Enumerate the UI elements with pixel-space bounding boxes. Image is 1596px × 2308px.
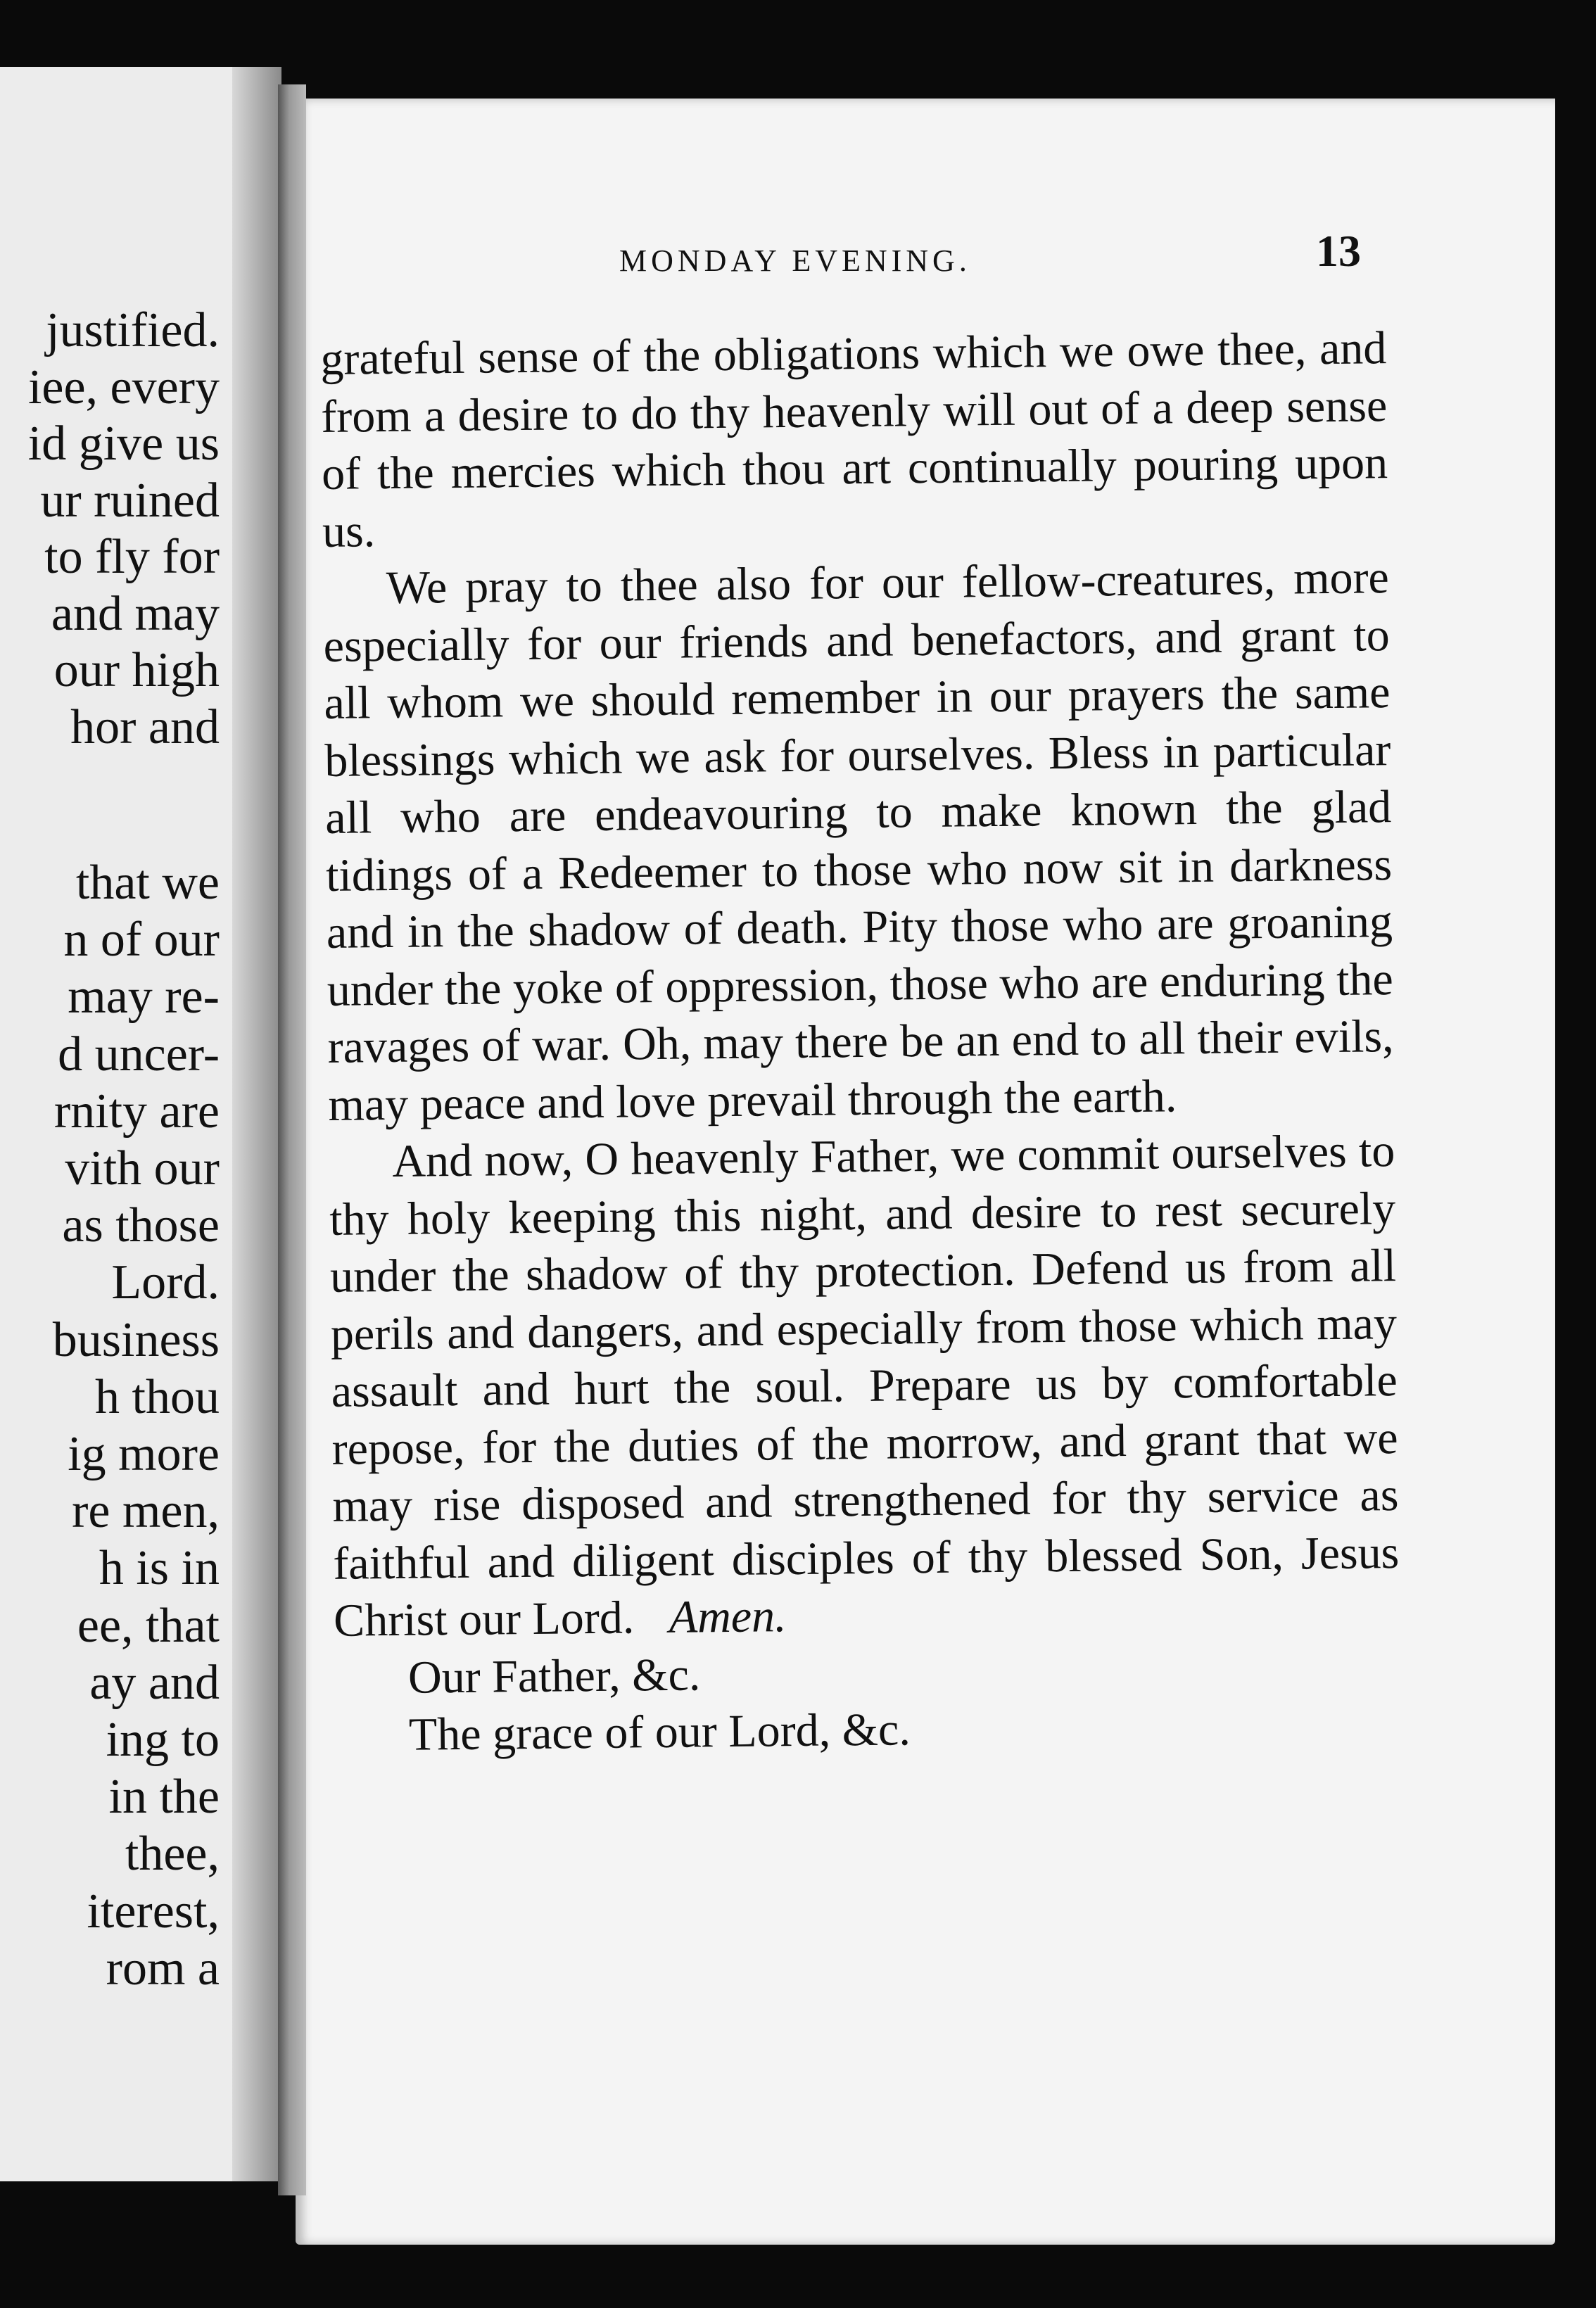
- left-page-line: to fly for: [44, 530, 220, 584]
- left-page-line: id give us: [27, 417, 220, 471]
- paragraph-3-text: And now, O heavenly Father, we commit ourselves to thy holy keeping this night, and desire to rest securely under the shadow of thy protection. Defend us from all perils and dangers, and especially from those which may assault and hurt the soul. Prepare us by comfortable repose, for the duties of the morrow, and grant that we may rise disposed and strengthened for thy service as faithful and diligent disciples of thy blessed Son, Jesus Christ our Lord.: [329, 1125, 1400, 1647]
- left-page-line: ay and: [89, 1655, 220, 1710]
- left-page-shadow: [232, 67, 281, 2181]
- left-page-line: Lord.: [111, 1255, 220, 1310]
- paragraph-2: We pray to thee also for our fellow-creatures, more especially for our friends and benefactors, and grant to all whom we should remember in our prayers the same blessings which we ask for ourselves. Bless in particular all who are endeavouring to make known the glad tidings of a Redeemer to those who now sit in darkness and in the shadow of death. Pity those who are groaning under the yoke of oppression, those who are enduring the ravages of war. Oh, may there be an end to all their evils, may peace and love prevail through the earth.: [323, 552, 1394, 1131]
- left-page-line: hor and: [70, 699, 220, 754]
- left-page-line: as those: [62, 1198, 220, 1253]
- page-number: 13: [1316, 226, 1361, 276]
- paragraph-3: [329, 1122, 1400, 1649]
- running-head: MONDAY EVENING.: [619, 243, 971, 278]
- left-page-line: ing to: [106, 1713, 220, 1767]
- left-page-line: thee,: [125, 1827, 220, 1882]
- left-page-line: iee, every: [27, 360, 220, 414]
- page-body: [320, 319, 1401, 1764]
- book-gutter: [278, 84, 306, 2195]
- left-page-line: iterest,: [87, 1884, 220, 1939]
- left-page-line: d uncer-: [58, 1027, 220, 1082]
- left-page-line: rom a: [106, 1941, 220, 1996]
- left-page-line: rnity are: [53, 1084, 220, 1139]
- amen-word: Amen.: [669, 1590, 787, 1643]
- closing-line-1: Our Father, &c.: [407, 1648, 701, 1704]
- left-page-line: h thou: [95, 1369, 220, 1424]
- left-page-line: may re-: [68, 970, 220, 1025]
- closing-line-2: The grace of our Lord, &c.: [408, 1704, 911, 1761]
- left-page-line: ee, that: [77, 1598, 220, 1653]
- left-page-line: in the: [108, 1770, 220, 1825]
- left-page-line: ur ruined: [40, 473, 220, 528]
- left-page-line: that we: [75, 856, 220, 910]
- left-page-line: and may: [51, 586, 220, 641]
- left-page-line: re men,: [72, 1484, 220, 1539]
- left-page-line: our high: [53, 643, 220, 697]
- left-page-line: n of our: [63, 913, 220, 968]
- left-page-line: business: [52, 1312, 220, 1367]
- left-page-line: ig more: [68, 1427, 220, 1481]
- left-page-line: h is in: [99, 1541, 220, 1596]
- left-page-line: vith our: [65, 1141, 220, 1196]
- left-page-line: justified.: [46, 303, 220, 357]
- paragraph-1: grateful sense of the obligations which we owe thee, and from a desire to do thy heavenly will out of a deep sense of the mercies which thou art continually pouring upon us.: [320, 322, 1388, 557]
